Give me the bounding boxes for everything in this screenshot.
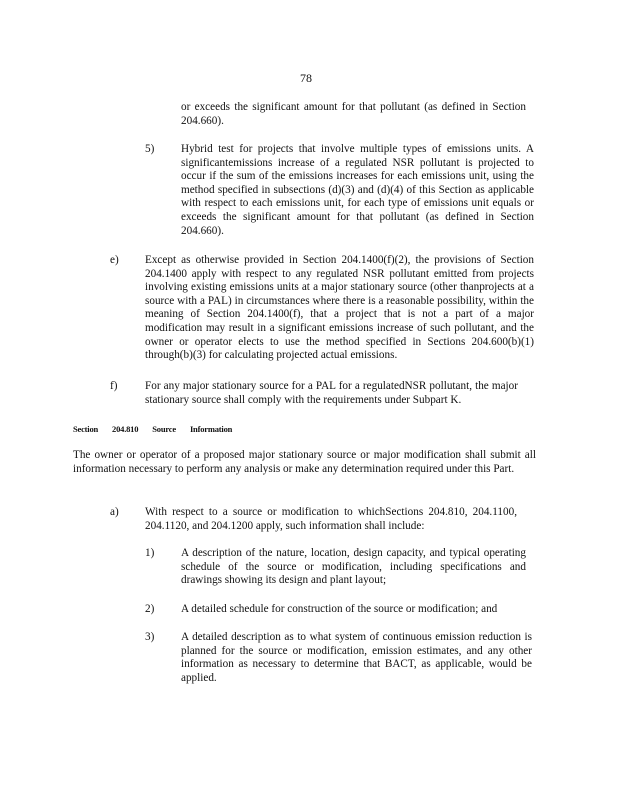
item-5-text: Hybrid test for projects that involve multiple types of emissions units. A significantemissions increase of a regulated NSR pollutant is projected to occur if the sum of the emissions increases for each emissions unit, using the method specified in subsections (d)(3) and (d)(4) of this Section as applicable with respect to each emissions unit, for each type of emissions unit equals or exceeds the significant amount for that pollutant (as defined in Section 204.660). (181, 143, 534, 237)
page-number: 78 (300, 71, 312, 85)
section-heading-title-1: Source (152, 424, 176, 434)
section-heading-word: Section (73, 424, 99, 434)
item-f-label: f) (110, 380, 118, 392)
item-a-label: a) (110, 506, 119, 518)
item-a-text: With respect to a source or modification to whichSections 204.810, 204.1100, 204.1120, and 204.1200 apply, such information shall include: (145, 506, 517, 532)
sub-item-1-text: A description of the nature, location, design capacity, and typical operating schedule of the source or modification, including specifications and drawings showing its design and plant layout; (181, 547, 526, 587)
continued-paragraph: or exceeds the significant amount for that pollutant (as defined in Section 204.660). (181, 101, 526, 127)
section-heading (73, 423, 246, 437)
item-e-label: e) (110, 254, 119, 266)
item-e-text: Except as otherwise provided in Section 204.1400(f)(2), the provisions of Section 204.1400 apply with respect to any regulated NSR pollutant emitted from projects involving existing emissions units at a major stationary source (other thanprojects at a source with a PAL) in circumstances where there is a reasonable possibility, within the meaning of Section 204.1400(f), that a project that is not a part of a major modification may result in a significant emissions increase of such pollutant, and the owner or operator elects to use the method specified in Sections 204.600(b)(1) through(b)(3) for calculating projected actual emissions. (145, 254, 534, 362)
sub-item-3-label: 3) (145, 631, 155, 643)
sub-item-2-label: 2) (145, 603, 155, 615)
sub-item-1-label: 1) (145, 547, 155, 559)
section-heading-number: 204.810 (112, 424, 139, 434)
sub-item-3-text: A detailed description as to what system of continuous emission reduction is planned for the source or modification, emission estimates, and any other information as necessary to determine that BACT, as applicable, would be applied. (181, 631, 532, 684)
item-f-text: For any major stationary source for a PAL for a regulatedNSR pollutant, the major stationary source shall comply with the requirements under Subpart K. (145, 380, 518, 406)
intro-paragraph: The owner or operator of a proposed major stationary source or major modification shall submit all information necessary to perform any analysis or make any determination required under this Part. (73, 449, 536, 475)
section-heading-title-2: Information (189, 424, 233, 434)
item-5-label: 5) (145, 143, 155, 155)
sub-item-2-text: A detailed schedule for construction of the source or modification; and (181, 603, 498, 615)
